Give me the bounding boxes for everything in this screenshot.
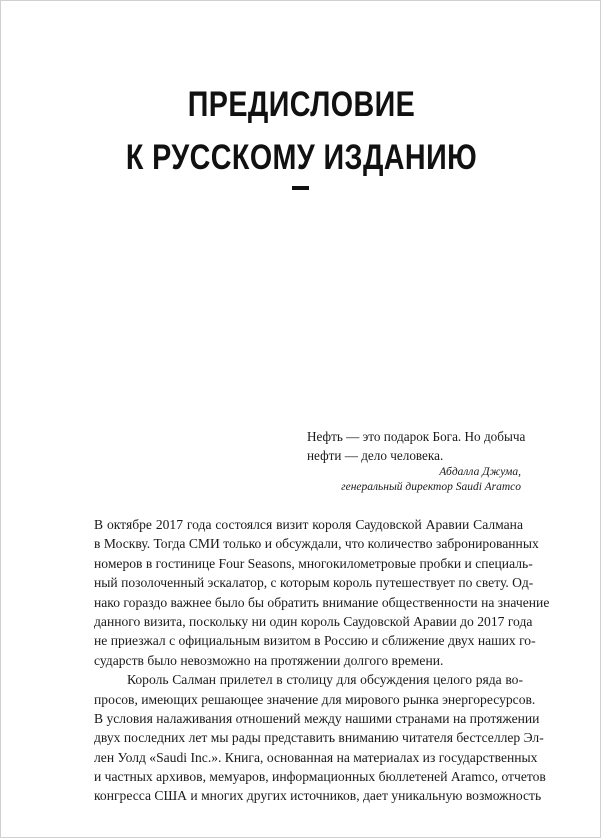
body-line: данного визита, поскольку ни один король Саудовской Аравии до 2017 года — [94, 613, 533, 629]
body-line: сударств было невозможно на протяжении долгого времени. — [94, 652, 444, 668]
epigraph-line-2: нефти — дело человека. — [307, 448, 444, 463]
body-line: в Москву. Тогда СМИ только и обсуждали, что количество забронированных — [94, 536, 539, 552]
body-line: номеров в гостинице Four Seasons, многокилометровые пробки и специаль- — [94, 555, 533, 571]
body-line: конгресса США и многих других источников, дает уникальную возможность — [94, 788, 542, 804]
body-line: ный позолоченный эскалатор, с которым король путешествует по свету. Од- — [94, 575, 534, 591]
body-line: не приезжал с официальным визитом в Россию и сближение двух наших го- — [94, 633, 536, 649]
epigraph — [307, 427, 526, 465]
heading-dash — [292, 186, 309, 190]
epigraph-author-title: генеральный директор Saudi Aramco — [341, 481, 521, 493]
heading-line-1: ПРЕДИСЛОВИЕ — [187, 85, 416, 124]
heading-line-2: К РУССКОМУ ИЗДАНИЮ — [125, 138, 478, 177]
body-line: лен Уолд «Saudi Inc.». Книга, основанная на материалах из государственных — [94, 749, 538, 765]
body-line: и частных архивов, мемуаров, информационных бюллетеней Aramco, отчетов — [94, 769, 546, 785]
body-line: В октябре 2017 года состоялся визит короля Саудовской Аравии Салмана — [94, 517, 523, 532]
body-line: двух последних лет мы рады представить вниманию читателя бестселлер Эл- — [94, 730, 544, 746]
body-line: просов, имеющих решающее значение для мирового рынка энергоресурсов. — [94, 691, 536, 707]
body-line: Король Салман прилетел в столицу для обсуждения целого ряда во- — [127, 672, 523, 688]
epigraph-attribution — [341, 465, 521, 495]
body-line: В условия налаживания отношений между нашими странами на протяжении — [94, 710, 540, 726]
body-line: нако гораздо важнее было бы обратить внимание общественности на значение — [94, 594, 550, 610]
body-text — [94, 515, 550, 806]
epigraph-author: Абдалла Джума, — [439, 466, 521, 478]
epigraph-line-1: Нефть — это подарок Бога. Но добыча — [307, 429, 526, 444]
